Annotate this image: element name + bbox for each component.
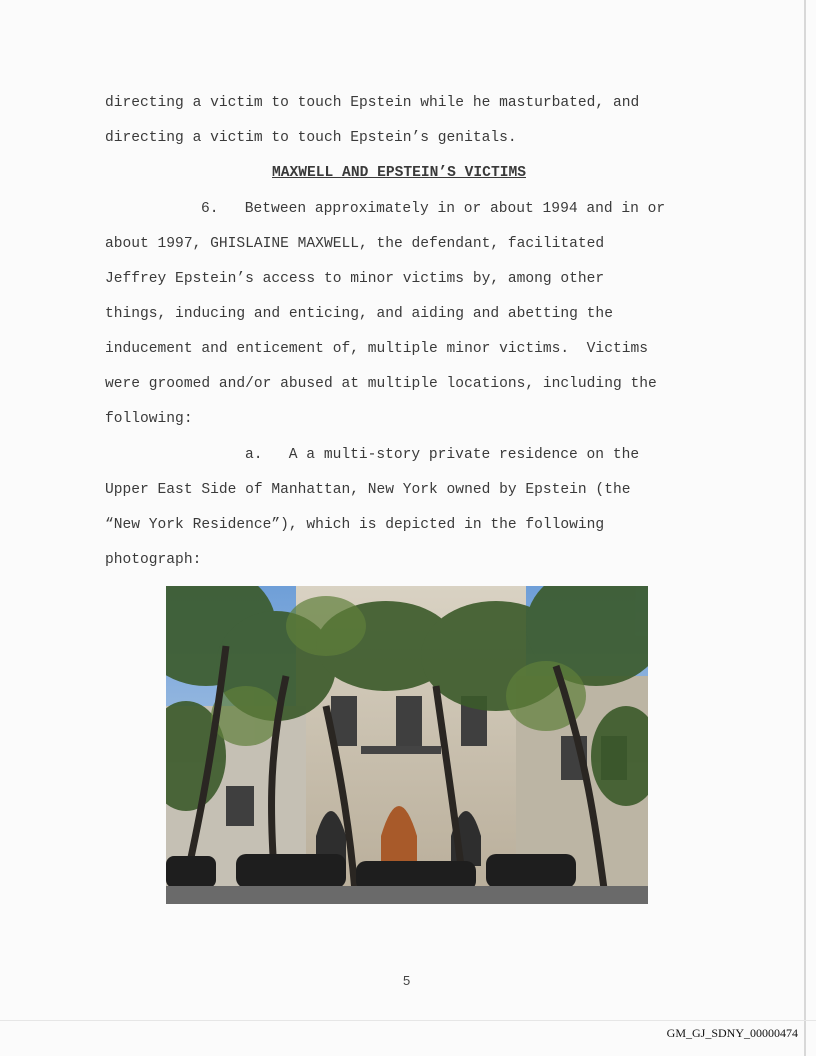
page-number: 5 [403,973,411,988]
paragraph-6-line: things, inducing and enticing, and aiding and abetting the [105,306,613,322]
paragraph-6-line: 6. Between approximately in or about 1994 and in or [201,201,666,217]
item-a-line: a. A a multi-story private residence on the [245,447,640,463]
section-heading: MAXWELL AND EPSTEIN’S VICTIMS [272,165,526,181]
body-line: directing a victim to touch Epstein’s genitals. [105,130,517,146]
scan-edge [804,0,806,1056]
bates-number: GM_GJ_SDNY_00000474 [666,1026,798,1040]
scan-bottom-edge [0,1020,816,1021]
residence-photograph [166,586,648,904]
item-a-line: “New York Residence”), which is depicted in the following [105,517,605,533]
item-a-line: photograph: [105,552,202,568]
body-line: directing a victim to touch Epstein while he masturbated, and [105,95,640,111]
paragraph-6-line: Jeffrey Epstein’s access to minor victims by, among other [105,271,605,287]
paragraph-6-line: following: [105,411,193,427]
paragraph-6-line: were groomed and/or abused at multiple locations, including the [105,376,657,392]
paragraph-6-line: about 1997, GHISLAINE MAXWELL, the defendant, facilitated [105,236,605,252]
item-a-line: Upper East Side of Manhattan, New York owned by Epstein (the [105,482,631,498]
paragraph-6-line: inducement and enticement of, multiple minor victims. Victims [105,341,648,357]
